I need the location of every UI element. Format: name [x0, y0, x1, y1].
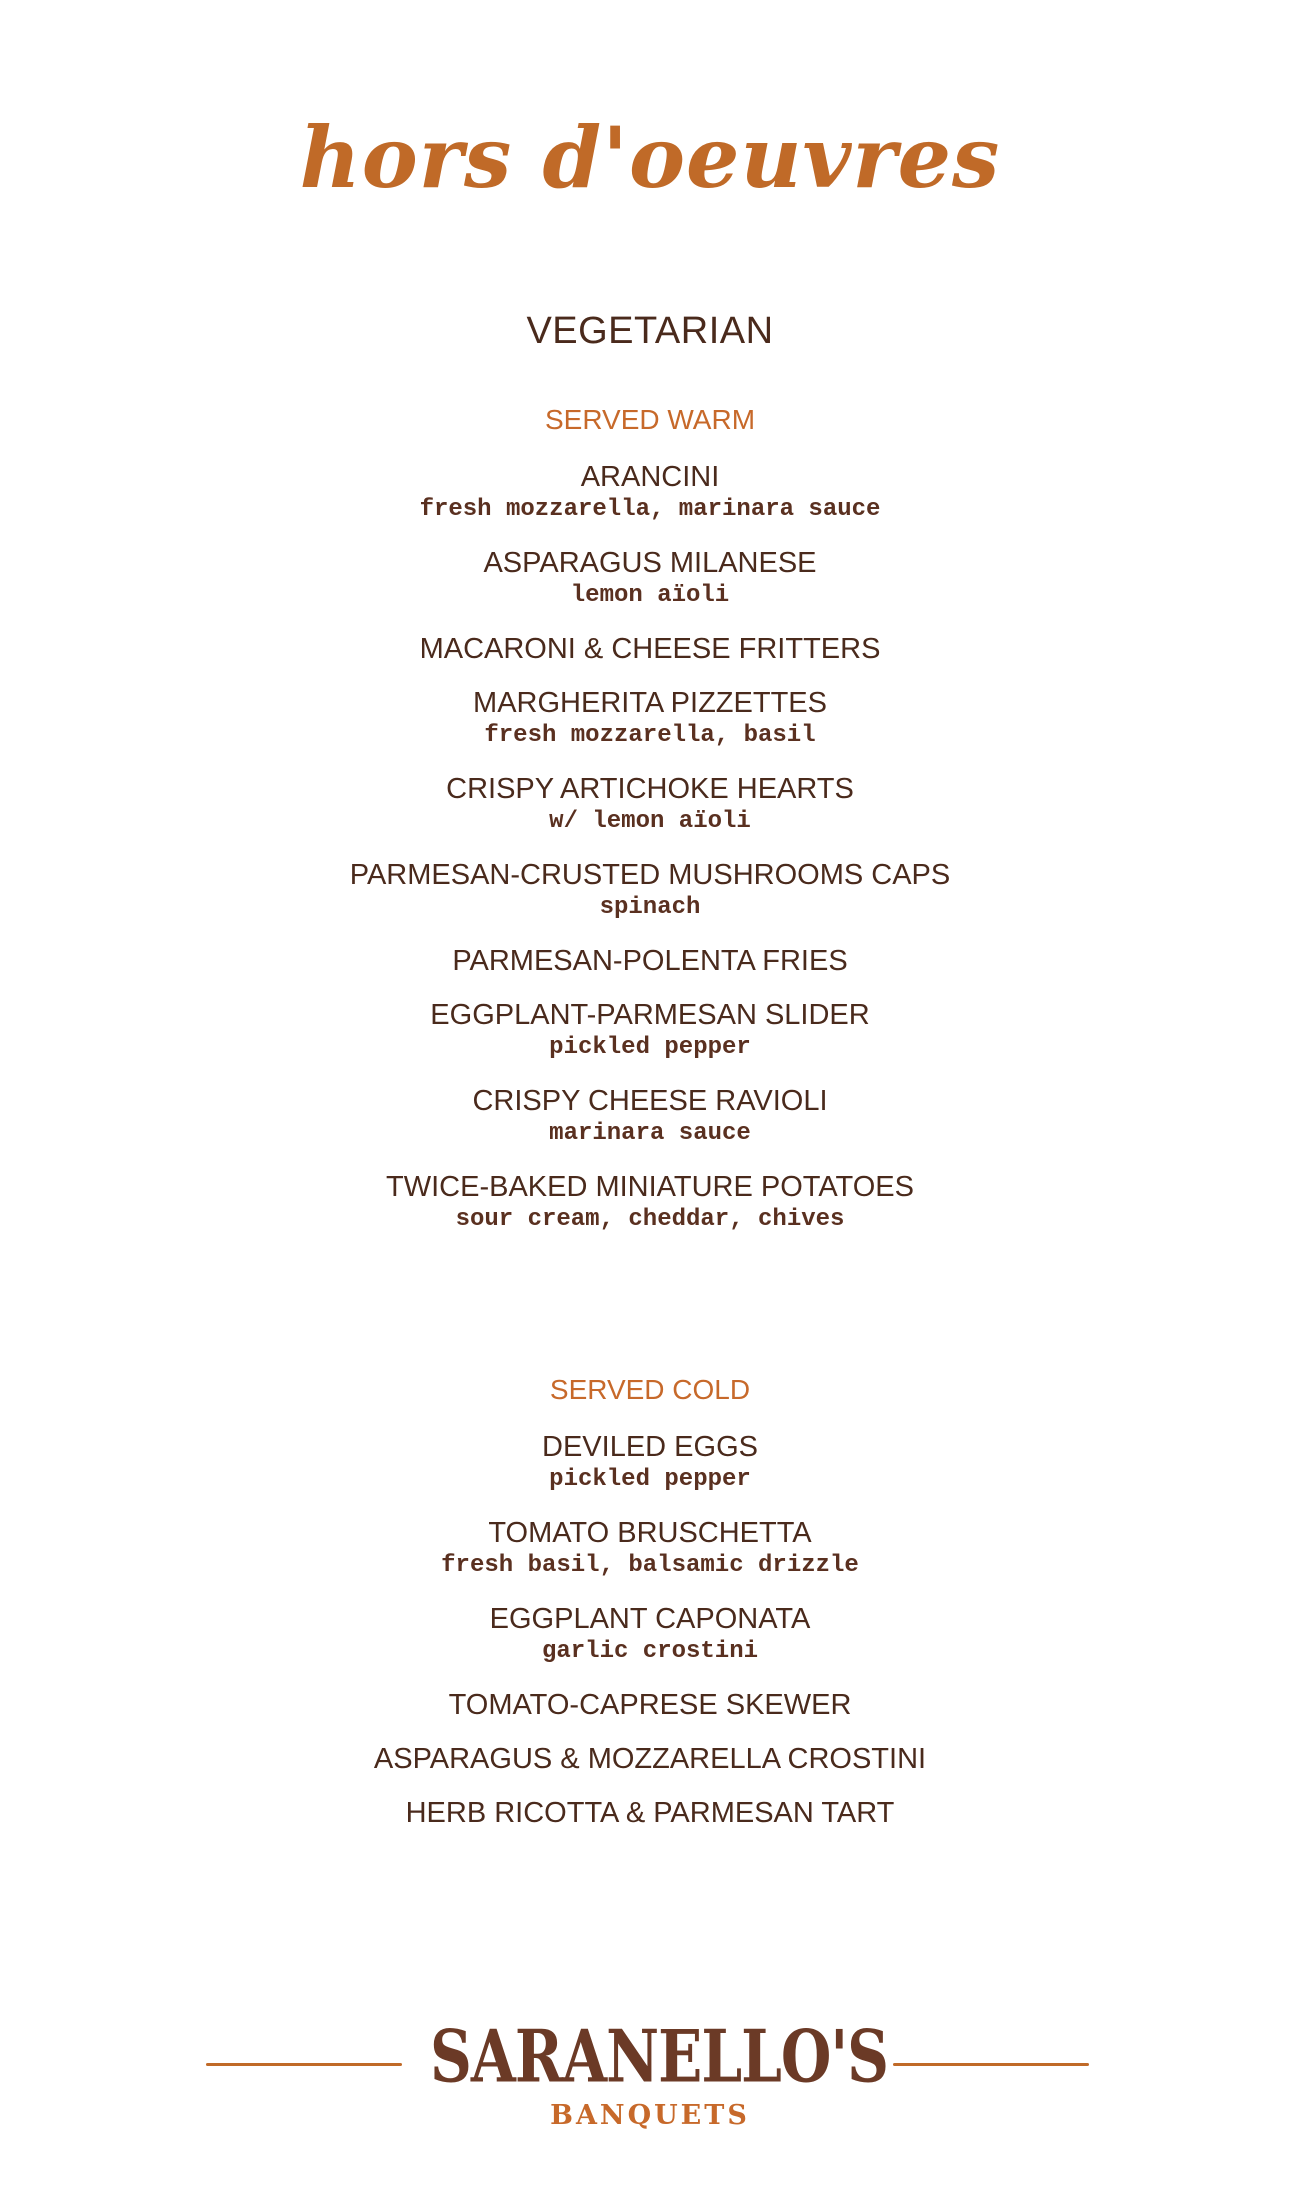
menu-item — [0, 632, 1300, 666]
menu-item-description: pickled pepper — [549, 1466, 751, 1493]
logo-wordmark: SARANELLO'S — [430, 2014, 889, 2099]
served-warm-group — [0, 400, 1300, 1256]
menu-item-name: ARANCINI — [580, 461, 720, 493]
menu-item — [0, 546, 1300, 612]
menu-item-description: fresh basil, balsamic drizzle — [441, 1552, 859, 1579]
logo-rule-left — [206, 2063, 402, 2066]
menu-item — [0, 944, 1300, 978]
menu-item — [0, 1430, 1300, 1496]
menu-item-name: CRISPY ARTICHOKE HEARTS — [446, 773, 854, 805]
served-cold-group — [0, 1370, 1300, 1850]
menu-item — [0, 1602, 1300, 1668]
menu-item — [0, 686, 1300, 752]
menu-item-description: garlic crostini — [541, 1638, 759, 1665]
menu-item-description: fresh mozzarella, basil — [484, 722, 816, 749]
menu-item-description: w/ lemon aïoli — [549, 808, 751, 835]
menu-item-name: EGGPLANT CAPONATA — [489, 1603, 811, 1635]
menu-item-name: CRISPY CHEESE RAVIOLI — [472, 1085, 828, 1117]
menu-item — [0, 1742, 1300, 1776]
menu-item-description: pickled pepper — [549, 1034, 751, 1061]
menu-item — [0, 1796, 1300, 1830]
warm-items — [0, 460, 1300, 1236]
menu-item — [0, 998, 1300, 1064]
menu-item — [0, 1688, 1300, 1722]
menu-item — [0, 772, 1300, 838]
menu-item-name: MACARONI & CHEESE FRITTERS — [419, 633, 881, 665]
cold-items — [0, 1430, 1300, 1830]
menu-item-description: lemon aïoli — [570, 582, 730, 609]
menu-item-name: PARMESAN-CRUSTED MUSHROOMS CAPS — [349, 859, 951, 891]
menu-item — [0, 858, 1300, 924]
menu-item-name: DEVILED EGGS — [542, 1431, 758, 1463]
menu-item-description: marinara sauce — [549, 1120, 751, 1147]
menu-item — [0, 1170, 1300, 1236]
menu-item-name: ASPARAGUS MILANESE — [483, 547, 817, 579]
logo-rule-right — [893, 2063, 1089, 2066]
menu-item-name: PARMESAN-POLENTA FRIES — [452, 945, 848, 977]
menu-item-name: TWICE-BAKED MINIATURE POTATOES — [386, 1171, 914, 1203]
menu-item-name: TOMATO BRUSCHETTA — [488, 1517, 812, 1549]
section-title: VEGETARIAN — [526, 310, 774, 352]
menu-item-description: spinach — [599, 894, 701, 921]
menu-item — [0, 1516, 1300, 1582]
menu-item-name: MARGHERITA PIZZETTES — [473, 687, 827, 719]
menu-title: hors d'oeuvres — [299, 108, 1001, 207]
menu-item-name: TOMATO-CAPRESE SKEWER — [448, 1689, 852, 1721]
saranellos-logo — [0, 2010, 1300, 2140]
logo-subtitle: BANQUETS — [550, 2100, 750, 2131]
menu-item-name: ASPARAGUS & MOZZARELLA CROSTINI — [373, 1743, 927, 1775]
menu-item — [0, 460, 1300, 526]
group-heading: SERVED WARM — [544, 404, 756, 435]
menu-item-name: HERB RICOTTA & PARMESAN TART — [405, 1797, 895, 1829]
menu-item-description: sour cream, cheddar, chives — [455, 1206, 845, 1233]
group-heading: SERVED COLD — [549, 1374, 751, 1405]
menu-item-name: EGGPLANT-PARMESAN SLIDER — [430, 999, 870, 1031]
menu-item — [0, 1084, 1300, 1150]
menu-item-description: fresh mozzarella, marinara sauce — [419, 496, 881, 523]
